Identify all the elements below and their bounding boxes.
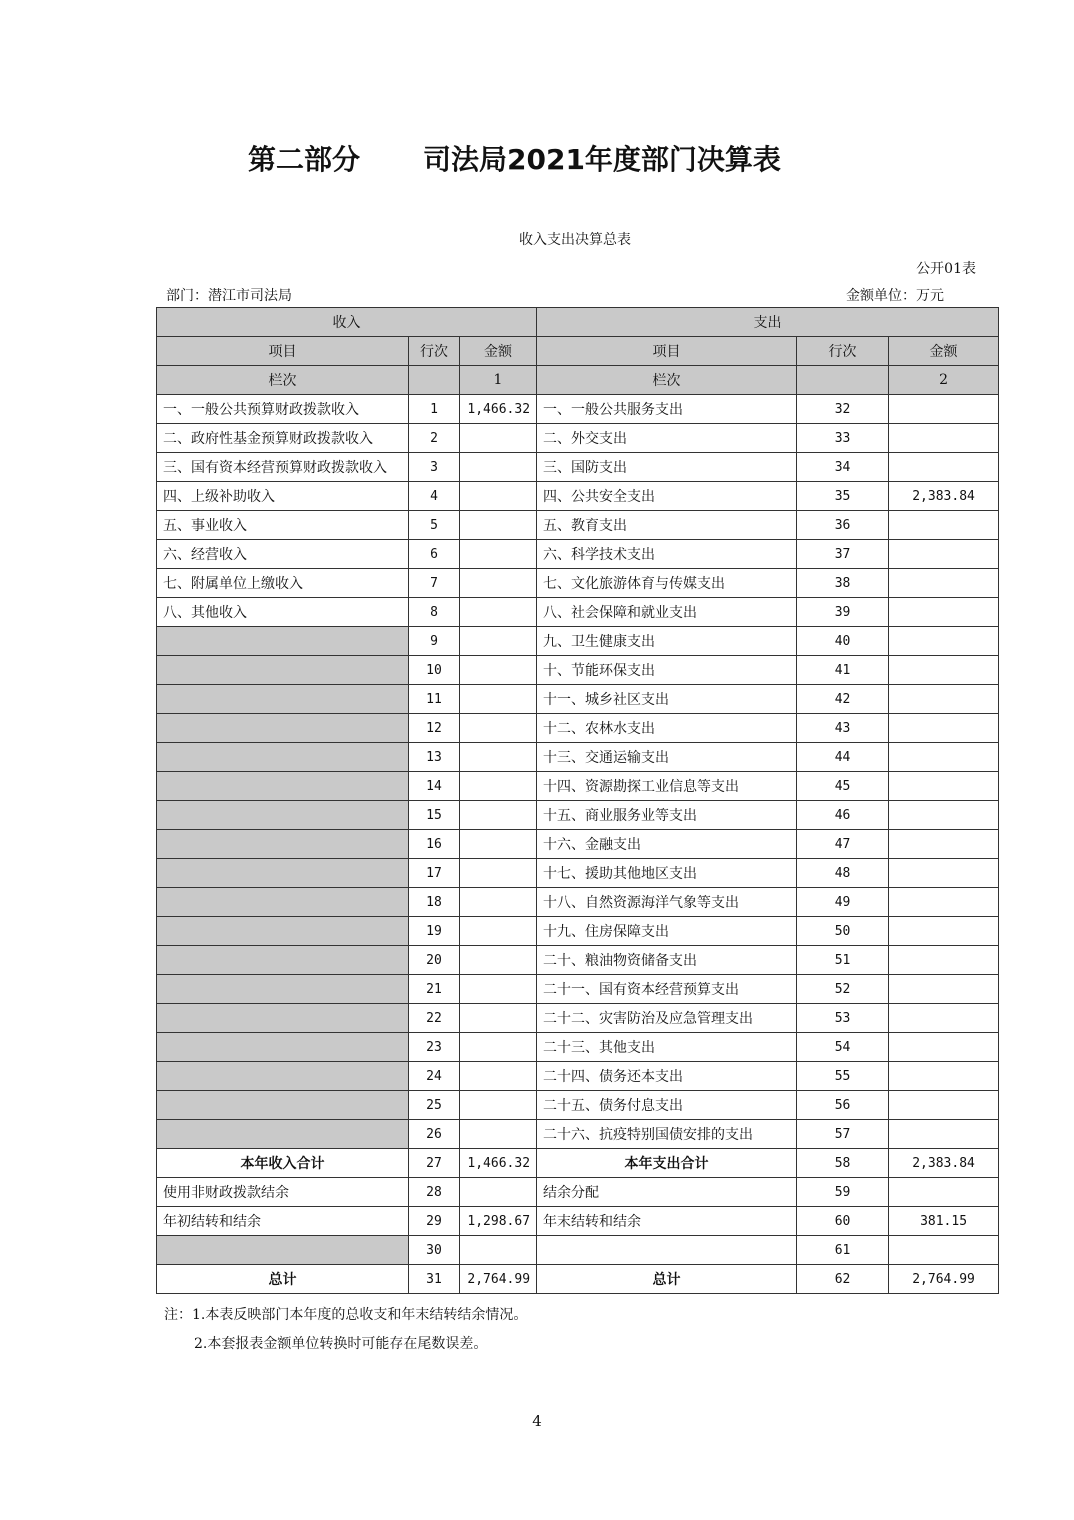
expense-header: 支出	[537, 308, 999, 337]
income-amount	[460, 1178, 537, 1207]
income-amount	[460, 627, 537, 656]
expense-subtotal-label: 本年支出合计	[537, 1149, 797, 1178]
expense-row-no: 38	[797, 569, 889, 598]
income-item	[157, 859, 409, 888]
income-item	[157, 1033, 409, 1062]
expense-item-header: 项目	[537, 337, 797, 366]
expense-row-no: 49	[797, 888, 889, 917]
expense-amount: 381.15	[889, 1207, 999, 1236]
income-amount	[460, 714, 537, 743]
expense-row-no: 35	[797, 482, 889, 511]
expense-row-no: 46	[797, 801, 889, 830]
table-row	[157, 656, 999, 685]
table-row	[157, 453, 999, 482]
expense-item: 十、节能环保支出	[537, 656, 797, 685]
expense-row-no: 60	[797, 1207, 889, 1236]
expense-amount	[889, 772, 999, 801]
income-row-no: 9	[409, 627, 460, 656]
table-code: 公开01表	[916, 261, 976, 277]
income-amount	[460, 1062, 537, 1091]
income-item	[157, 830, 409, 859]
income-amount	[460, 1004, 537, 1033]
expense-row-no: 53	[797, 1004, 889, 1033]
table-row	[157, 598, 999, 627]
income-row-no: 14	[409, 772, 460, 801]
income-amount	[460, 743, 537, 772]
expense-item: 二十五、债务付息支出	[537, 1091, 797, 1120]
expense-item: 二十、粮油物资储备支出	[537, 946, 797, 975]
expense-row-no: 47	[797, 830, 889, 859]
expense-amount	[889, 1062, 999, 1091]
table-row	[157, 743, 999, 772]
expense-item: 八、社会保障和就业支出	[537, 598, 797, 627]
table-row	[157, 395, 999, 424]
income-amount	[460, 1033, 537, 1062]
expense-row-no: 50	[797, 917, 889, 946]
table-row	[157, 540, 999, 569]
expense-column-label: 栏次	[537, 366, 797, 395]
income-amount	[460, 1091, 537, 1120]
income-item	[157, 772, 409, 801]
income-amount	[460, 511, 537, 540]
income-row-no: 26	[409, 1120, 460, 1149]
expense-row-no: 48	[797, 859, 889, 888]
income-item	[157, 627, 409, 656]
income-row-no: 11	[409, 685, 460, 714]
income-row-no: 19	[409, 917, 460, 946]
department-label: 部门：潜江市司法局	[166, 288, 292, 304]
expense-row-no: 41	[797, 656, 889, 685]
income-row-no: 24	[409, 1062, 460, 1091]
expense-item: 五、教育支出	[537, 511, 797, 540]
expense-amount	[889, 1236, 999, 1265]
income-amount	[460, 888, 537, 917]
income-item-header: 项目	[157, 337, 409, 366]
income-item: 五、事业收入	[157, 511, 409, 540]
expense-item: 十九、住房保障支出	[537, 917, 797, 946]
expense-amount	[889, 656, 999, 685]
income-amount	[460, 830, 537, 859]
expense-total-label: 总计	[537, 1265, 797, 1294]
income-item: 八、其他收入	[157, 598, 409, 627]
expense-subtotal-row-no: 58	[797, 1149, 889, 1178]
expense-total-row-no: 62	[797, 1265, 889, 1294]
income-subtotal-label: 本年收入合计	[157, 1149, 409, 1178]
unit-label: 金额单位：万元	[846, 288, 944, 304]
income-amount	[460, 424, 537, 453]
expense-item: 十七、援助其他地区支出	[537, 859, 797, 888]
income-amount	[460, 946, 537, 975]
income-item	[157, 714, 409, 743]
expense-row-no: 39	[797, 598, 889, 627]
expense-row-no: 40	[797, 627, 889, 656]
expense-row-no: 59	[797, 1178, 889, 1207]
expense-row-no: 36	[797, 511, 889, 540]
income-row-no: 23	[409, 1033, 460, 1062]
income-total-label: 总计	[157, 1265, 409, 1294]
expense-item: 二十六、抗疫特别国债安排的支出	[537, 1120, 797, 1149]
expense-item: 十一、城乡社区支出	[537, 685, 797, 714]
income-amount	[460, 598, 537, 627]
income-item: 二、政府性基金预算财政拨款收入	[157, 424, 409, 453]
income-row-no: 13	[409, 743, 460, 772]
expense-amount	[889, 1120, 999, 1149]
income-item: 三、国有资本经营预算财政拨款收入	[157, 453, 409, 482]
income-item	[157, 1004, 409, 1033]
expense-row-no: 56	[797, 1091, 889, 1120]
table-row	[157, 917, 999, 946]
expense-item: 年末结转和结余	[537, 1207, 797, 1236]
income-row-no: 15	[409, 801, 460, 830]
table-row	[157, 801, 999, 830]
income-amount	[460, 859, 537, 888]
header-row-columns	[157, 337, 999, 366]
expense-column-blank	[797, 366, 889, 395]
income-column-label: 栏次	[157, 366, 409, 395]
income-item: 年初结转和结余	[157, 1207, 409, 1236]
income-row-no: 12	[409, 714, 460, 743]
expense-amount	[889, 859, 999, 888]
income-total-amount: 2,764.99	[460, 1265, 537, 1294]
expense-item: 十八、自然资源海洋气象等支出	[537, 888, 797, 917]
expense-amount	[889, 946, 999, 975]
expense-item: 十六、金融支出	[537, 830, 797, 859]
expense-row-no: 52	[797, 975, 889, 1004]
table-title: 收入支出决算总表	[519, 232, 631, 248]
income-row-no: 17	[409, 859, 460, 888]
expense-item: 结余分配	[537, 1178, 797, 1207]
expense-amount-header: 金额	[889, 337, 999, 366]
expense-item: 十二、农林水支出	[537, 714, 797, 743]
page-number: 4	[532, 1412, 542, 1430]
budget-table	[156, 307, 999, 1294]
expense-item: 二、外交支出	[537, 424, 797, 453]
income-row-no: 21	[409, 975, 460, 1004]
table-row	[157, 946, 999, 975]
expense-row-no: 45	[797, 772, 889, 801]
expense-amount	[889, 569, 999, 598]
expense-rowno-header: 行次	[797, 337, 889, 366]
table-row	[157, 975, 999, 1004]
income-amount	[460, 772, 537, 801]
expense-amount	[889, 453, 999, 482]
expense-amount	[889, 598, 999, 627]
expense-item: 十三、交通运输支出	[537, 743, 797, 772]
income-row-no: 8	[409, 598, 460, 627]
income-row-no: 16	[409, 830, 460, 859]
income-amount	[460, 540, 537, 569]
income-subtotal-amount: 1,466.32	[460, 1149, 537, 1178]
expense-item: 三、国防支出	[537, 453, 797, 482]
expense-row-no: 54	[797, 1033, 889, 1062]
expense-row-no: 55	[797, 1062, 889, 1091]
income-item: 六、经营收入	[157, 540, 409, 569]
income-row-no: 6	[409, 540, 460, 569]
income-amount	[460, 656, 537, 685]
income-row-no: 4	[409, 482, 460, 511]
income-row-no: 7	[409, 569, 460, 598]
table-row	[157, 424, 999, 453]
income-rowno-header: 行次	[409, 337, 460, 366]
expense-row-no: 43	[797, 714, 889, 743]
income-row-no: 25	[409, 1091, 460, 1120]
income-row-no: 29	[409, 1207, 460, 1236]
expense-amount	[889, 975, 999, 1004]
income-item	[157, 743, 409, 772]
expense-item: 九、卫生健康支出	[537, 627, 797, 656]
table-row	[157, 1120, 999, 1149]
table-row	[157, 888, 999, 917]
income-item	[157, 888, 409, 917]
income-item	[157, 975, 409, 1004]
expense-item: 六、科学技术支出	[537, 540, 797, 569]
expense-row-no: 34	[797, 453, 889, 482]
expense-row-no: 57	[797, 1120, 889, 1149]
income-amount	[460, 801, 537, 830]
income-row-no: 22	[409, 1004, 460, 1033]
expense-amount	[889, 1178, 999, 1207]
income-item: 一、一般公共预算财政拨款收入	[157, 395, 409, 424]
expense-row-no: 37	[797, 540, 889, 569]
income-row-no: 10	[409, 656, 460, 685]
income-row-no: 1	[409, 395, 460, 424]
table-row	[157, 1033, 999, 1062]
table-row	[157, 1091, 999, 1120]
expense-amount	[889, 801, 999, 830]
expense-column-no: 2	[889, 366, 999, 395]
income-item: 四、上级补助收入	[157, 482, 409, 511]
table-row	[157, 1236, 999, 1265]
subtotal-row	[157, 1149, 999, 1178]
income-amount	[460, 1120, 537, 1149]
table-row	[157, 772, 999, 801]
table-row	[157, 714, 999, 743]
income-amount	[460, 482, 537, 511]
income-item	[157, 917, 409, 946]
income-row-no: 3	[409, 453, 460, 482]
income-row-no: 5	[409, 511, 460, 540]
expense-amount	[889, 627, 999, 656]
header-row-sections	[157, 308, 999, 337]
expense-amount	[889, 424, 999, 453]
expense-row-no: 33	[797, 424, 889, 453]
expense-total-amount: 2,764.99	[889, 1265, 999, 1294]
income-item	[157, 656, 409, 685]
note-1: 注：1.本表反映部门本年度的总收支和年末结转结余情况。	[164, 1307, 528, 1323]
income-amount: 1,298.67	[460, 1207, 537, 1236]
expense-item: 二十四、债务还本支出	[537, 1062, 797, 1091]
expense-amount	[889, 743, 999, 772]
expense-item: 四、公共安全支出	[537, 482, 797, 511]
income-row-no: 2	[409, 424, 460, 453]
expense-amount	[889, 714, 999, 743]
notes	[164, 1301, 527, 1359]
expense-amount	[889, 1033, 999, 1062]
expense-amount: 2,383.84	[889, 482, 999, 511]
table-row	[157, 482, 999, 511]
income-item	[157, 1120, 409, 1149]
income-header: 收入	[157, 308, 537, 337]
table-row	[157, 1004, 999, 1033]
expense-amount	[889, 540, 999, 569]
table-row	[157, 1062, 999, 1091]
table-row	[157, 830, 999, 859]
expense-amount	[889, 830, 999, 859]
expense-row-no: 44	[797, 743, 889, 772]
expense-amount	[889, 1004, 999, 1033]
expense-item: 二十一、国有资本经营预算支出	[537, 975, 797, 1004]
income-item: 使用非财政拨款结余	[157, 1178, 409, 1207]
income-item	[157, 1091, 409, 1120]
expense-row-no: 32	[797, 395, 889, 424]
table-row	[157, 569, 999, 598]
income-amount	[460, 685, 537, 714]
table-row	[157, 859, 999, 888]
income-item	[157, 1236, 409, 1265]
income-row-no: 28	[409, 1178, 460, 1207]
title-main: 司法局2021年度部门决算表	[423, 143, 781, 176]
income-row-no: 20	[409, 946, 460, 975]
expense-amount	[889, 395, 999, 424]
expense-row-no: 51	[797, 946, 889, 975]
table-row	[157, 1207, 999, 1236]
note-2: 2.本套报表金额单位转换时可能存在尾数误差。	[194, 1336, 488, 1352]
income-item	[157, 685, 409, 714]
expense-subtotal-amount: 2,383.84	[889, 1149, 999, 1178]
expense-row-no: 42	[797, 685, 889, 714]
expense-item: 十五、商业服务业等支出	[537, 801, 797, 830]
title-part: 第二部分	[248, 143, 361, 176]
expense-row-no: 61	[797, 1236, 889, 1265]
income-subtotal-row-no: 27	[409, 1149, 460, 1178]
table-row	[157, 627, 999, 656]
expense-item: 二十三、其他支出	[537, 1033, 797, 1062]
expense-amount	[889, 888, 999, 917]
table-row	[157, 511, 999, 540]
income-amount: 1,466.32	[460, 395, 537, 424]
income-amount-header: 金额	[460, 337, 537, 366]
table-row	[157, 1178, 999, 1207]
income-amount	[460, 569, 537, 598]
expense-amount	[889, 685, 999, 714]
income-item: 七、附属单位上缴收入	[157, 569, 409, 598]
income-row-no: 30	[409, 1236, 460, 1265]
income-total-row-no: 31	[409, 1265, 460, 1294]
income-item	[157, 1062, 409, 1091]
income-item	[157, 946, 409, 975]
income-column-no: 1	[460, 366, 537, 395]
expense-amount	[889, 511, 999, 540]
header-row-column-index	[157, 366, 999, 395]
expense-item: 七、文化旅游体育与传媒支出	[537, 569, 797, 598]
income-row-no: 18	[409, 888, 460, 917]
income-amount	[460, 917, 537, 946]
income-amount	[460, 975, 537, 1004]
total-row	[157, 1265, 999, 1294]
expense-item	[537, 1236, 797, 1265]
expense-item: 一、一般公共服务支出	[537, 395, 797, 424]
expense-item: 二十二、灾害防治及应急管理支出	[537, 1004, 797, 1033]
income-column-blank	[409, 366, 460, 395]
expense-amount	[889, 917, 999, 946]
expense-item: 十四、资源勘探工业信息等支出	[537, 772, 797, 801]
income-item	[157, 801, 409, 830]
income-amount	[460, 1236, 537, 1265]
table-row	[157, 685, 999, 714]
income-amount	[460, 453, 537, 482]
expense-amount	[889, 1091, 999, 1120]
